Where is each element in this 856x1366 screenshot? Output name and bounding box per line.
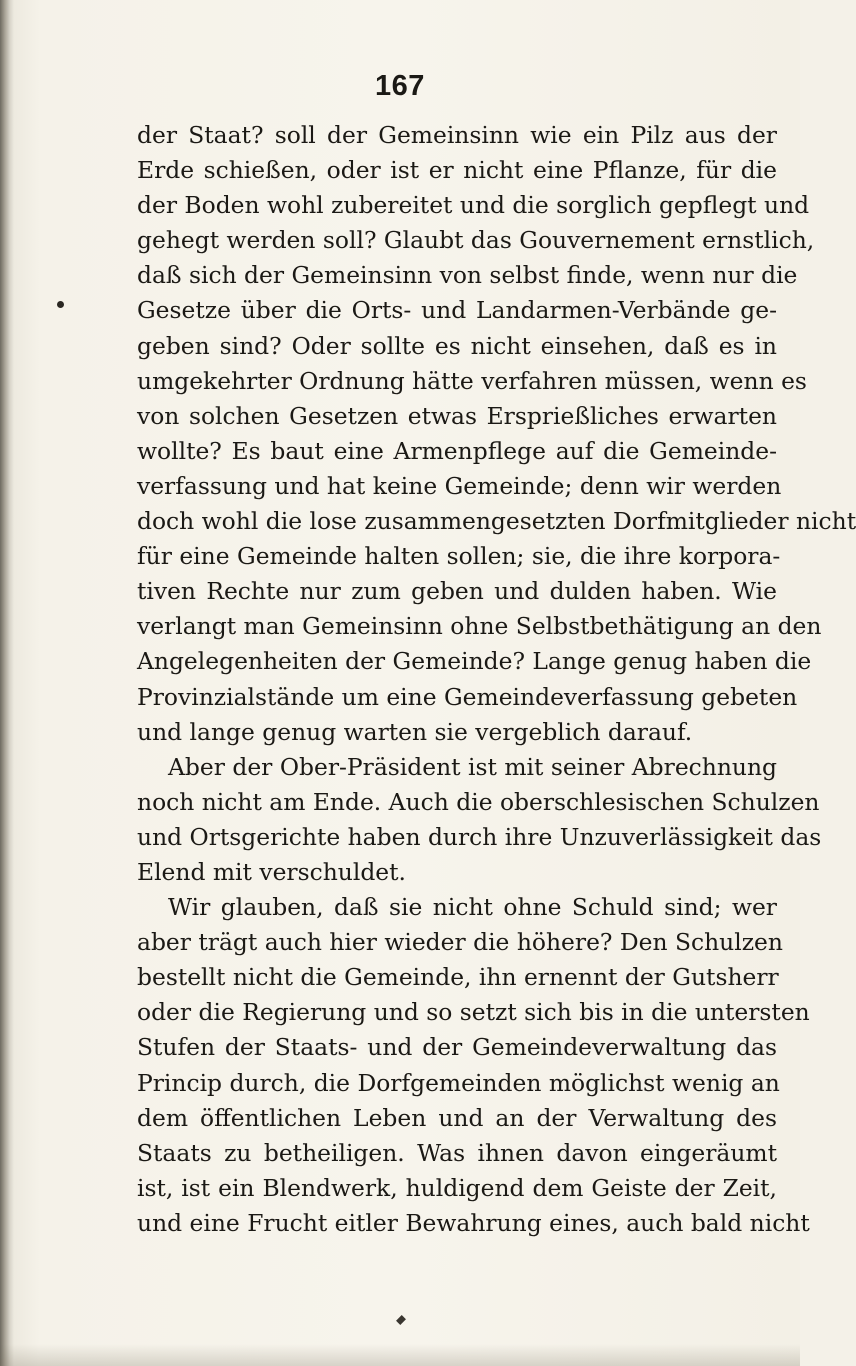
page-number: 167 <box>375 70 425 102</box>
text-line: Staats zu betheiligen. Was ihnen davon eingeräumt <box>137 1138 777 1167</box>
binding-shadow <box>0 0 14 1366</box>
text-line: geben sind? Oder sollte es nicht einsehen, daß es in <box>137 331 777 360</box>
text-line: Princip durch, die Dorfgemeinden möglichst wenig an <box>137 1068 780 1097</box>
text-line: noch nicht am Ende. Auch die oberschlesischen Schulzen <box>137 787 820 816</box>
text-line: wollte? Es baut eine Armenpflege auf die Gemeinde- <box>137 436 777 465</box>
text-line: daß sich der Gemeinsinn von selbst finde, wenn nur die <box>137 261 798 290</box>
text-line: oder die Regierung und so setzt sich bis in die untersten <box>137 998 810 1027</box>
text-line: Aber der Ober-Präsident ist mit seiner Abrechnung <box>168 752 777 781</box>
page-edge-stain <box>0 1344 800 1366</box>
text-line: Angelegenheiten der Gemeinde? Lange genug haben die <box>137 647 812 676</box>
text-line: Gesetze über die Orts- und Landarmen-Verbände ge- <box>137 296 777 325</box>
text-line: umgekehrter Ordnung hätte verfahren müssen, wenn es <box>137 366 807 395</box>
text-line: der Staat? soll der Gemeinsinn wie ein Pilz aus der <box>137 121 777 149</box>
text-line: für eine Gemeinde halten sollen; sie, die ihre korpora- <box>137 542 781 571</box>
text-line: verlangt man Gemeinsinn ohne Selbstbethätigung an den <box>137 612 822 641</box>
text-line: Elend mit verschuldet. <box>137 857 406 886</box>
signature-mark <box>396 1315 406 1325</box>
text-line: aber trägt auch hier wieder die höhere? Den Schulzen <box>137 928 783 957</box>
body-text <box>137 118 856 1241</box>
text-line: und eine Frucht eitler Bewahrung eines, auch bald nicht <box>137 1208 810 1237</box>
text-line: von solchen Gesetzen etwas Ersprießliches erwarten <box>137 401 777 430</box>
text-line: doch wohl die lose zusammengesetzten Dorfmitglieder nicht <box>137 507 856 536</box>
text-line: und lange genug warten sie vergeblich darauf. <box>137 717 693 746</box>
text-line: gehegt werden soll? Glaubt das Gouvernement ernstlich, <box>137 226 815 255</box>
text-line: verfassung und hat keine Gemeinde; denn wir werden <box>137 471 782 500</box>
text-line: und Ortsgerichte haben durch ihre Unzuverlässigkeit das <box>137 822 822 851</box>
text-line: Provinzialstände um eine Gemeindeverfassung gebeten <box>137 682 798 711</box>
text-line: Erde schießen, oder ist er nicht eine Pflanze, für die <box>137 156 777 185</box>
text-line: dem öffentlichen Leben und an der Verwaltung des <box>137 1103 777 1132</box>
text-line: Stufen der Staats- und der Gemeindeverwaltung das <box>137 1033 777 1062</box>
margin-ink-mark <box>57 301 64 308</box>
text-line: tiven Rechte nur zum geben und dulden haben. Wie <box>137 577 777 606</box>
text-line: bestellt nicht die Gemeinde, ihn ernennt der Gutsherr <box>137 963 779 992</box>
text-line: der Boden wohl zubereitet und die sorglich gepflegt und <box>137 191 810 220</box>
text-line: ist, ist ein Blendwerk, huldigend dem Geiste der Zeit, <box>137 1173 777 1202</box>
text-line: Wir glauben, daß sie nicht ohne Schuld sind; wer <box>168 893 777 922</box>
